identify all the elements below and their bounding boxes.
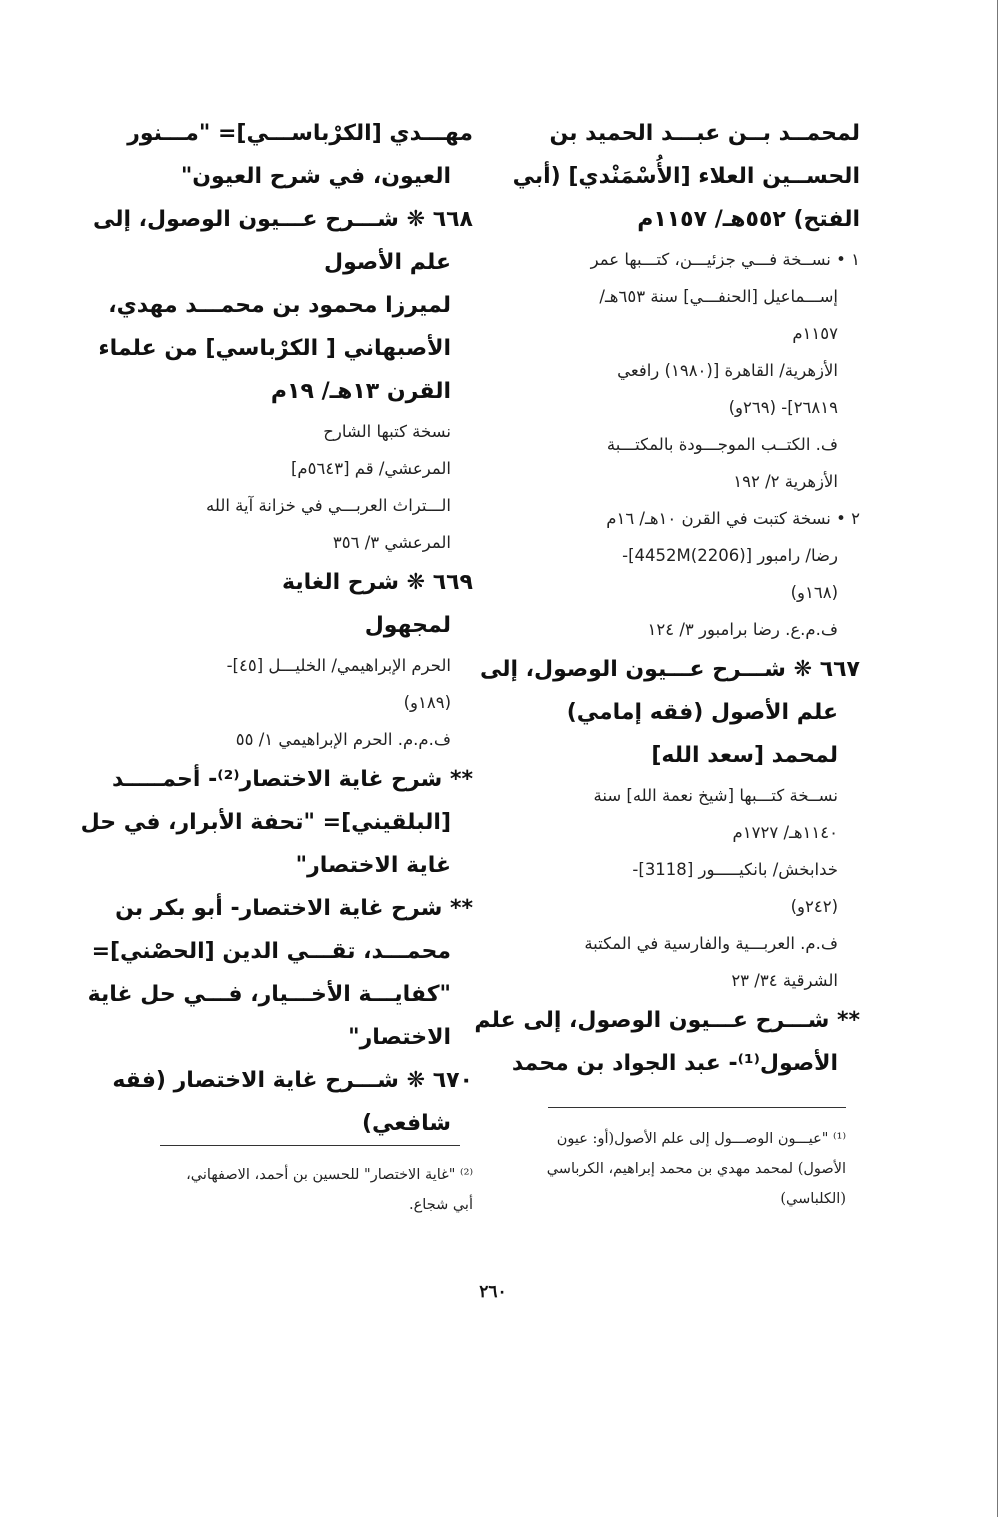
right-column-line: ٢ • نسخة كتبت في القرن ١٠هـ/ ١٦م	[606, 509, 860, 528]
right-column-line: خدابخش/ بانكيـــــور [3118]-	[632, 860, 838, 879]
left-column-line: ف.م.م. الحرم الإبراهيمي ١/ ٥٥	[235, 730, 451, 749]
left-column-line: الـــتراث العربـــي في خزانة آية الله	[206, 496, 451, 515]
right-column-line: ٦٦٧ ❋ شـــرح عـــيون الوصول، إلى	[479, 657, 860, 682]
right-column-line: ف. الكتــب الموجـــودة بالمكتـــبة	[606, 435, 838, 454]
left-column-line: شافعي)	[361, 1111, 451, 1136]
left-column-line: القرن ١٣هـ/ ١٩م	[270, 379, 451, 404]
left-column-line: ** شرح غاية الاختصار- أبو بكر بن	[115, 896, 473, 921]
right-column-line: الأزهرية/ القاهرة [(١٩٨٠) رافعي	[617, 361, 838, 380]
left-column-line: ٦٦٩ ❋ شرح الغاية	[282, 570, 473, 595]
right-column-line: الأزهرية ٢/ ١٩٢	[733, 472, 838, 491]
right-column-line: نســخة كتـــبها [شيخ نعمة الله] سنة	[593, 786, 838, 805]
left-column-line: مهـــدي [الكرْباســـي]= "مـــنور	[127, 121, 473, 146]
footnote-separator-right	[548, 1107, 846, 1108]
left-column-line: المرعشي/ قم [٥٦٤٣م]	[290, 459, 451, 478]
left-column-line: ٦٦٨ ❋ شـــرح عـــيون الوصول، إلى	[92, 207, 473, 232]
left-column-line: (١٨٩و)	[403, 693, 451, 712]
right-column-line: ف.م. العربـــية والفارسية في المكتبة	[584, 934, 838, 953]
right-column-line: (١٦٨و)	[790, 583, 838, 602]
left-column-line: العيون، في شرح العيون"	[180, 164, 451, 189]
right-column-line: إســـماعيل [الحنفـــي] سنة ٦٥٣هـ/	[599, 287, 838, 306]
footnote-right	[500, 1124, 846, 1214]
left-column-line: ** شرح غاية الاختصار⁽²⁾- أحمـــــد	[112, 767, 473, 792]
left-column-line: لميرزا محمود بن محمـــد مهدي،	[108, 293, 451, 318]
left-column-line: المرعشي ٣/ ٣٥٦	[332, 533, 451, 552]
left-column-line: علم الأصول	[324, 250, 451, 275]
left-column-line: "كفايـــة الأخـــيار، فـــي حل غاية	[87, 982, 451, 1007]
left-column-line: [البلقيني]= "تحفة الأبرار، في حل	[80, 810, 451, 835]
page-edge-line	[997, 0, 998, 1517]
footnote-line: الأصول) لمحمد مهدي بن محمد إبراهيم، الكرباسي	[546, 1161, 846, 1177]
left-column-line: نسخة كتبها الشارح	[323, 422, 451, 441]
left-column-line: محمـــد، تقـــي الدين [الحصْني]=	[91, 939, 451, 964]
right-column-line: ف.م.ع. رضا برامبور ٣/ ١٢٤	[647, 620, 838, 639]
left-column-line: الاختصار"	[348, 1025, 451, 1050]
footnote-left	[128, 1160, 473, 1220]
right-column-line: علم الأصول (فقه إمامي)	[566, 700, 838, 725]
footnote-line: (الكلباسي)	[780, 1191, 846, 1207]
right-column-line: ٢٦٨١٩]- (٢٦٩و)	[728, 398, 838, 417]
left-column-line: ٦٧٠ ❋ شـــرح غاية الاختصار (فقه	[112, 1068, 473, 1093]
page-number: ٢٦٠	[479, 1282, 507, 1302]
right-column-line: رضا/ رامبور [(2206)4452M]-	[622, 546, 838, 565]
footnote-separator-left	[160, 1145, 460, 1146]
right-column	[474, 112, 860, 1085]
footnote-line: ⁽²⁾ "غاية الاختصار" للحسين بن أحمد، الاصفهاني،	[186, 1167, 473, 1183]
left-column-line: الأصبهاني [ الكرْباسي] من علماء	[98, 336, 451, 361]
right-column-line: (٢٤٢و)	[790, 897, 838, 916]
left-column-line: لمجهول	[364, 613, 451, 638]
footnote-line: أبي شجاع.	[409, 1197, 473, 1213]
right-column-line: الشرقية ٣٤/ ٢٣	[731, 971, 838, 990]
right-column-line: الفتح) ٥٥٢هـ/ ١١٥٧م	[637, 207, 860, 232]
footnote-line: ⁽¹⁾ "عيـــون الوصـــول إلى علم الأصول(أو: عيون	[556, 1131, 846, 1147]
left-column-line: الحرم الإبراهيمي/ الخليـــل [٤٥]-	[226, 656, 451, 675]
right-column-line: لمحمــد بــن عبـــد الحميد بن	[549, 121, 860, 146]
left-column-line: غاية الاختصار"	[295, 853, 451, 878]
right-column-line: ١ • نســخة فـــي جزئيـــن، كتـــبها عمر	[590, 250, 860, 269]
right-column-line: لمحمد [سعد الله]	[651, 743, 838, 768]
right-column-line: ** شـــرح عـــيون الوصول، إلى علم	[474, 1008, 860, 1033]
right-column-line: ١١٤٠هـ/ ١٧٢٧م	[732, 823, 838, 842]
right-column-line: الحســين العلاء [الأُسْمَنْدي] (أبي	[512, 164, 860, 189]
right-column-line: ١١٥٧م	[792, 324, 838, 343]
right-column-line: الأصول⁽¹⁾- عبد الجواد بن محمد	[511, 1051, 838, 1076]
left-column	[80, 112, 473, 1145]
